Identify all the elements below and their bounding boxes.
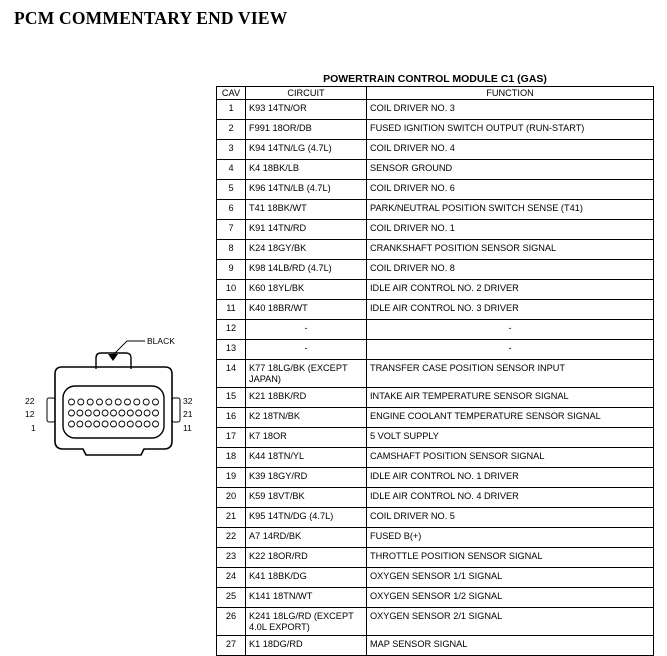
table-row xyxy=(217,468,654,488)
cav-cell: 4 xyxy=(217,160,246,180)
cav-cell: 15 xyxy=(217,388,246,408)
function-cell: COIL DRIVER NO. 6 xyxy=(367,180,654,200)
table-row xyxy=(217,608,654,636)
connector-pin-cavity xyxy=(111,410,117,416)
circuit-cell: K96 14TN/LB (4.7L) xyxy=(246,180,367,200)
table-row xyxy=(217,300,654,320)
cav-cell: 16 xyxy=(217,408,246,428)
table-row xyxy=(217,140,654,160)
function-cell: ENGINE COOLANT TEMPERATURE SENSOR SIGNAL xyxy=(367,408,654,428)
function-cell: THROTTLE POSITION SENSOR SIGNAL xyxy=(367,548,654,568)
function-cell: OXYGEN SENSOR 2/1 SIGNAL xyxy=(367,608,654,636)
connector-pin-cavity xyxy=(134,399,140,405)
connector-inner-face xyxy=(63,386,164,438)
connector-pin-cavity xyxy=(153,421,159,427)
connector-pin-cavity xyxy=(127,410,133,416)
connector-pin-cavity xyxy=(102,421,108,427)
circuit-cell: K95 14TN/DG (4.7L) xyxy=(246,508,367,528)
table-row xyxy=(217,508,654,528)
cav-cell: 19 xyxy=(217,468,246,488)
connector-pin-cavity xyxy=(136,410,142,416)
cav-cell: 25 xyxy=(217,588,246,608)
connector-pin-cavity xyxy=(136,421,142,427)
circuit-cell: K2 18TN/BK xyxy=(246,408,367,428)
table-row xyxy=(217,636,654,656)
circuit-cell: K41 18BK/DG xyxy=(246,568,367,588)
connector-pin-cavity xyxy=(77,421,83,427)
function-cell: COIL DRIVER NO. 3 xyxy=(367,100,654,120)
circuit-cell: T41 18BK/WT xyxy=(246,200,367,220)
cav-cell: 13 xyxy=(217,340,246,360)
function-cell: COIL DRIVER NO. 1 xyxy=(367,220,654,240)
connector-pin-cavity xyxy=(77,410,83,416)
table-row xyxy=(217,320,654,340)
function-cell: 5 VOLT SUPPLY xyxy=(367,428,654,448)
circuit-cell: K4 18BK/LB xyxy=(246,160,367,180)
function-cell: MAP SENSOR SIGNAL xyxy=(367,636,654,656)
circuit-cell: K91 14TN/RD xyxy=(246,220,367,240)
circuit-cell: K93 14TN/OR xyxy=(246,100,367,120)
function-cell: IDLE AIR CONTROL NO. 1 DRIVER xyxy=(367,468,654,488)
cav-cell: 11 xyxy=(217,300,246,320)
table-row xyxy=(217,120,654,140)
function-cell: CRANKSHAFT POSITION SENSOR SIGNAL xyxy=(367,240,654,260)
connector-pin-cavity xyxy=(85,410,91,416)
circuit-cell: K40 18BR/WT xyxy=(246,300,367,320)
circuit-cell: A7 14RD/BK xyxy=(246,528,367,548)
function-cell: - xyxy=(367,320,654,340)
pointer-arrow xyxy=(108,354,118,361)
table-row xyxy=(217,548,654,568)
circuit-cell: K44 18TN/YL xyxy=(246,448,367,468)
table-row xyxy=(217,220,654,240)
cav-cell: 8 xyxy=(217,240,246,260)
circuit-cell: K24 18GY/BK xyxy=(246,240,367,260)
connector-end-view-diagram xyxy=(0,320,215,460)
cav-cell: 2 xyxy=(217,120,246,140)
table-row xyxy=(217,160,654,180)
table-row xyxy=(217,448,654,468)
table-row xyxy=(217,388,654,408)
circuit-cell: K59 18VT/BK xyxy=(246,488,367,508)
circuit-cell: K77 18LG/BK (EXCEPT JAPAN) xyxy=(246,360,367,388)
connector-pins xyxy=(69,399,159,427)
connector-pin-cavity xyxy=(144,421,150,427)
function-cell: COIL DRIVER NO. 5 xyxy=(367,508,654,528)
page-title: PCM COMMENTARY END VIEW xyxy=(14,8,288,28)
connector-pin-cavity xyxy=(119,421,125,427)
table-row xyxy=(217,588,654,608)
table-row xyxy=(217,180,654,200)
cav-cell: 14 xyxy=(217,360,246,388)
circuit-cell: K7 18OR xyxy=(246,428,367,448)
function-cell: IDLE AIR CONTROL NO. 2 DRIVER xyxy=(367,280,654,300)
connector-pin-cavity xyxy=(69,410,75,416)
circuit-cell: K39 18GY/RD xyxy=(246,468,367,488)
table-body xyxy=(217,100,654,656)
connector-pin-cavity xyxy=(127,421,133,427)
left-label-bottom: 1 xyxy=(31,423,36,433)
cav-cell: 26 xyxy=(217,608,246,636)
table-row xyxy=(217,260,654,280)
circuit-cell: K60 18YL/BK xyxy=(246,280,367,300)
connector-pin-cavity xyxy=(144,410,150,416)
function-cell: FUSED B(+) xyxy=(367,528,654,548)
function-cell: TRANSFER CASE POSITION SENSOR INPUT xyxy=(367,360,654,388)
circuit-cell: K1 18DG/RD xyxy=(246,636,367,656)
cav-cell: 3 xyxy=(217,140,246,160)
connector-pin-cavity xyxy=(97,399,103,405)
table-row xyxy=(217,340,654,360)
connector-right-lug xyxy=(172,398,180,422)
table-row xyxy=(217,428,654,448)
connector-pin-cavity xyxy=(153,410,159,416)
circuit-cell: F991 18OR/DB xyxy=(246,120,367,140)
connector-pin-cavity xyxy=(69,399,75,405)
table-title: POWERTRAIN CONTROL MODULE C1 (GAS) xyxy=(323,73,547,85)
circuit-cell: K241 18LG/RD (EXCEPT 4.0L EXPORT) xyxy=(246,608,367,636)
right-label-top: 32 xyxy=(183,396,193,406)
table-row xyxy=(217,488,654,508)
table-row xyxy=(217,280,654,300)
connector-pin-cavity xyxy=(85,421,91,427)
cav-cell: 22 xyxy=(217,528,246,548)
function-cell: OXYGEN SENSOR 1/1 SIGNAL xyxy=(367,568,654,588)
cav-cell: 24 xyxy=(217,568,246,588)
left-label-middle: 12 xyxy=(25,409,35,419)
connector-color-label: BLACK xyxy=(147,336,175,346)
function-cell: IDLE AIR CONTROL NO. 3 DRIVER xyxy=(367,300,654,320)
connector-pin-cavity xyxy=(119,410,125,416)
pcm-pinout-table xyxy=(216,86,654,656)
table-row xyxy=(217,568,654,588)
function-cell: PARK/NEUTRAL POSITION SWITCH SENSE (T41) xyxy=(367,200,654,220)
connector-pin-cavity xyxy=(106,399,112,405)
connector-pin-cavity xyxy=(153,399,159,405)
function-cell: COIL DRIVER NO. 8 xyxy=(367,260,654,280)
connector-left-lug xyxy=(47,398,55,422)
cav-cell: 1 xyxy=(217,100,246,120)
function-cell: INTAKE AIR TEMPERATURE SENSOR SIGNAL xyxy=(367,388,654,408)
circuit-cell: - xyxy=(246,340,367,360)
connector-pin-cavity xyxy=(115,399,121,405)
circuit-cell: - xyxy=(246,320,367,340)
table-row xyxy=(217,360,654,388)
function-cell: CAMSHAFT POSITION SENSOR SIGNAL xyxy=(367,448,654,468)
connector-pin-cavity xyxy=(125,399,131,405)
connector-pin-cavity xyxy=(143,399,149,405)
cav-cell: 21 xyxy=(217,508,246,528)
table-row xyxy=(217,240,654,260)
connector-pin-cavity xyxy=(94,421,100,427)
header-cav: CAV xyxy=(217,87,246,100)
header-circuit: CIRCUIT xyxy=(246,87,367,100)
cav-cell: 20 xyxy=(217,488,246,508)
header-function: FUNCTION xyxy=(367,87,654,100)
left-label-top: 22 xyxy=(25,396,35,406)
right-label-bottom: 11 xyxy=(183,423,192,433)
circuit-cell: K141 18TN/WT xyxy=(246,588,367,608)
function-cell: FUSED IGNITION SWITCH OUTPUT (RUN-START) xyxy=(367,120,654,140)
cav-cell: 7 xyxy=(217,220,246,240)
cav-cell: 27 xyxy=(217,636,246,656)
function-cell: SENSOR GROUND xyxy=(367,160,654,180)
circuit-cell: K22 18OR/RD xyxy=(246,548,367,568)
connector-pin-cavity xyxy=(111,421,117,427)
cav-cell: 5 xyxy=(217,180,246,200)
connector-pin-cavity xyxy=(102,410,108,416)
table-header-row xyxy=(217,87,654,100)
connector-pin-cavity xyxy=(78,399,84,405)
cav-cell: 10 xyxy=(217,280,246,300)
table-row xyxy=(217,408,654,428)
function-cell: COIL DRIVER NO. 4 xyxy=(367,140,654,160)
table-row xyxy=(217,528,654,548)
function-cell: IDLE AIR CONTROL NO. 4 DRIVER xyxy=(367,488,654,508)
circuit-cell: K98 14LB/RD (4.7L) xyxy=(246,260,367,280)
cav-cell: 23 xyxy=(217,548,246,568)
function-cell: OXYGEN SENSOR 1/2 SIGNAL xyxy=(367,588,654,608)
table-row xyxy=(217,100,654,120)
right-label-middle: 21 xyxy=(183,409,193,419)
cav-cell: 6 xyxy=(217,200,246,220)
cav-cell: 18 xyxy=(217,448,246,468)
connector-pin-cavity xyxy=(87,399,93,405)
circuit-cell: K21 18BK/RD xyxy=(246,388,367,408)
function-cell: - xyxy=(367,340,654,360)
cav-cell: 17 xyxy=(217,428,246,448)
connector-pin-cavity xyxy=(94,410,100,416)
cav-cell: 12 xyxy=(217,320,246,340)
table-row xyxy=(217,200,654,220)
connector-pin-cavity xyxy=(69,421,75,427)
circuit-cell: K94 14TN/LG (4.7L) xyxy=(246,140,367,160)
cav-cell: 9 xyxy=(217,260,246,280)
connector-outer-shell xyxy=(55,367,172,455)
